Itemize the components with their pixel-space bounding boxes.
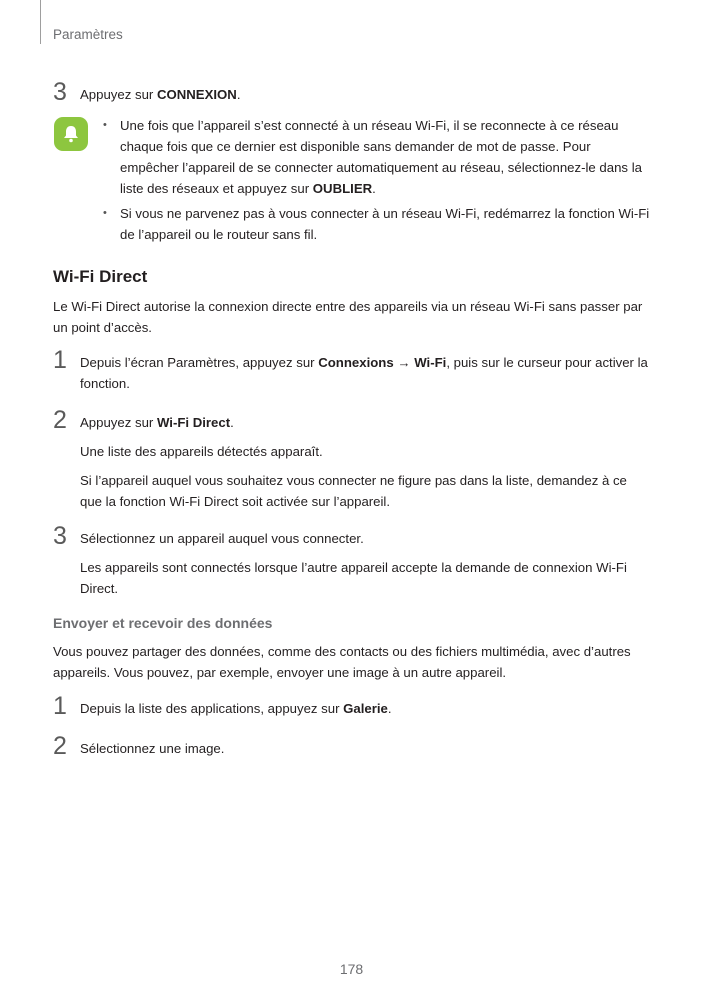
step-line [80,412,648,433]
subsection-heading: Envoyer et recevoir des données [53,615,273,631]
bullet-dot: • [103,119,107,131]
step-text [80,412,648,520]
arrow-separator: → [393,355,415,370]
note-icon [54,117,88,151]
bullet-dot: • [103,207,107,219]
step-text-bold: CONNEXION [156,87,237,102]
step-text [80,698,648,719]
note-bullet-bold: OUBLIER [312,181,373,196]
note-bullet [103,203,651,245]
step-text-post: . [236,87,241,102]
step-text-pre: Appuyez sur [80,415,157,430]
step-text-pre: Depuis la liste des applications, appuyez sur [80,701,344,716]
subsection-intro: Vous pouvez partager des données, comme des contacts ou des fichiers multimédia, avec d’autres appareils. Vous pouvez, par exemple, envoyer une image à un autre appareil. [53,644,631,680]
step-text-bold: Galerie [343,701,388,716]
step-text-post: . [230,415,234,430]
step-line: Sélectionnez un appareil auquel vous connecter. [80,531,364,546]
note-bullet [103,115,651,199]
step-text [80,84,648,105]
page-corner-line [40,0,41,44]
step-text: Sélectionnez une image. [80,741,225,756]
step-line: Une liste des appareils détectés apparaît. [80,444,323,459]
note-bullet-text: Si vous ne parvenez pas à vous connecter à un réseau Wi-Fi, redémarrez la fonction Wi-Fi de l’appareil ou le routeur sans fil. [120,206,650,242]
step-text-post: . [387,701,392,716]
note-bullets [103,115,651,249]
step-text-pre: Depuis l’écran Paramètres, appuyez sur [80,355,319,370]
section-heading: Wi-Fi Direct [53,267,148,286]
step-text-bold: Connexions [318,355,394,370]
step-line: Si l’appareil auquel vous souhaitez vous connecter ne figure pas dans la liste, demandez à ce que la fonction Wi-Fi Direct soit activée sur l’appareil. [80,473,627,509]
step-number: 1 [53,346,67,374]
step-number: 3 [53,522,67,550]
step-text [80,528,648,607]
note-bullet-text: Une fois que l’appareil s’est connecté à un réseau Wi-Fi, il se reconnecte à ce réseau chaque fois que ce dernier est disponible sans demander de mot de passe. Pour empêcher l’appareil de se connecter automatiquement au réseau, sélectionnez-le dans la liste des réseaux et appuyez sur [120,118,642,196]
step-number: 2 [53,732,67,760]
page-number: 178 [339,961,364,977]
step-number: 3 [53,78,67,106]
step-text [80,352,648,394]
note-bullet-post: . [372,181,376,196]
bell-icon [61,124,81,144]
step-number: 1 [53,692,67,720]
step-line: Les appareils sont connectés lorsque l’autre appareil accepte la demande de connexion Wi-Fi Direct. [80,560,627,596]
page-header: Paramètres [53,27,123,42]
step-text-pre: Appuyez sur [80,87,157,102]
step-text-bold: Wi-Fi [414,355,447,370]
step-number: 2 [53,406,67,434]
section-intro: Le Wi-Fi Direct autorise la connexion directe entre des appareils via un réseau Wi-Fi sans passer par un point d’accès. [53,299,643,335]
step-text-post: , puis sur le curseur pour activer la fonction. [80,355,648,391]
step-text-bold: Wi-Fi Direct [156,415,231,430]
